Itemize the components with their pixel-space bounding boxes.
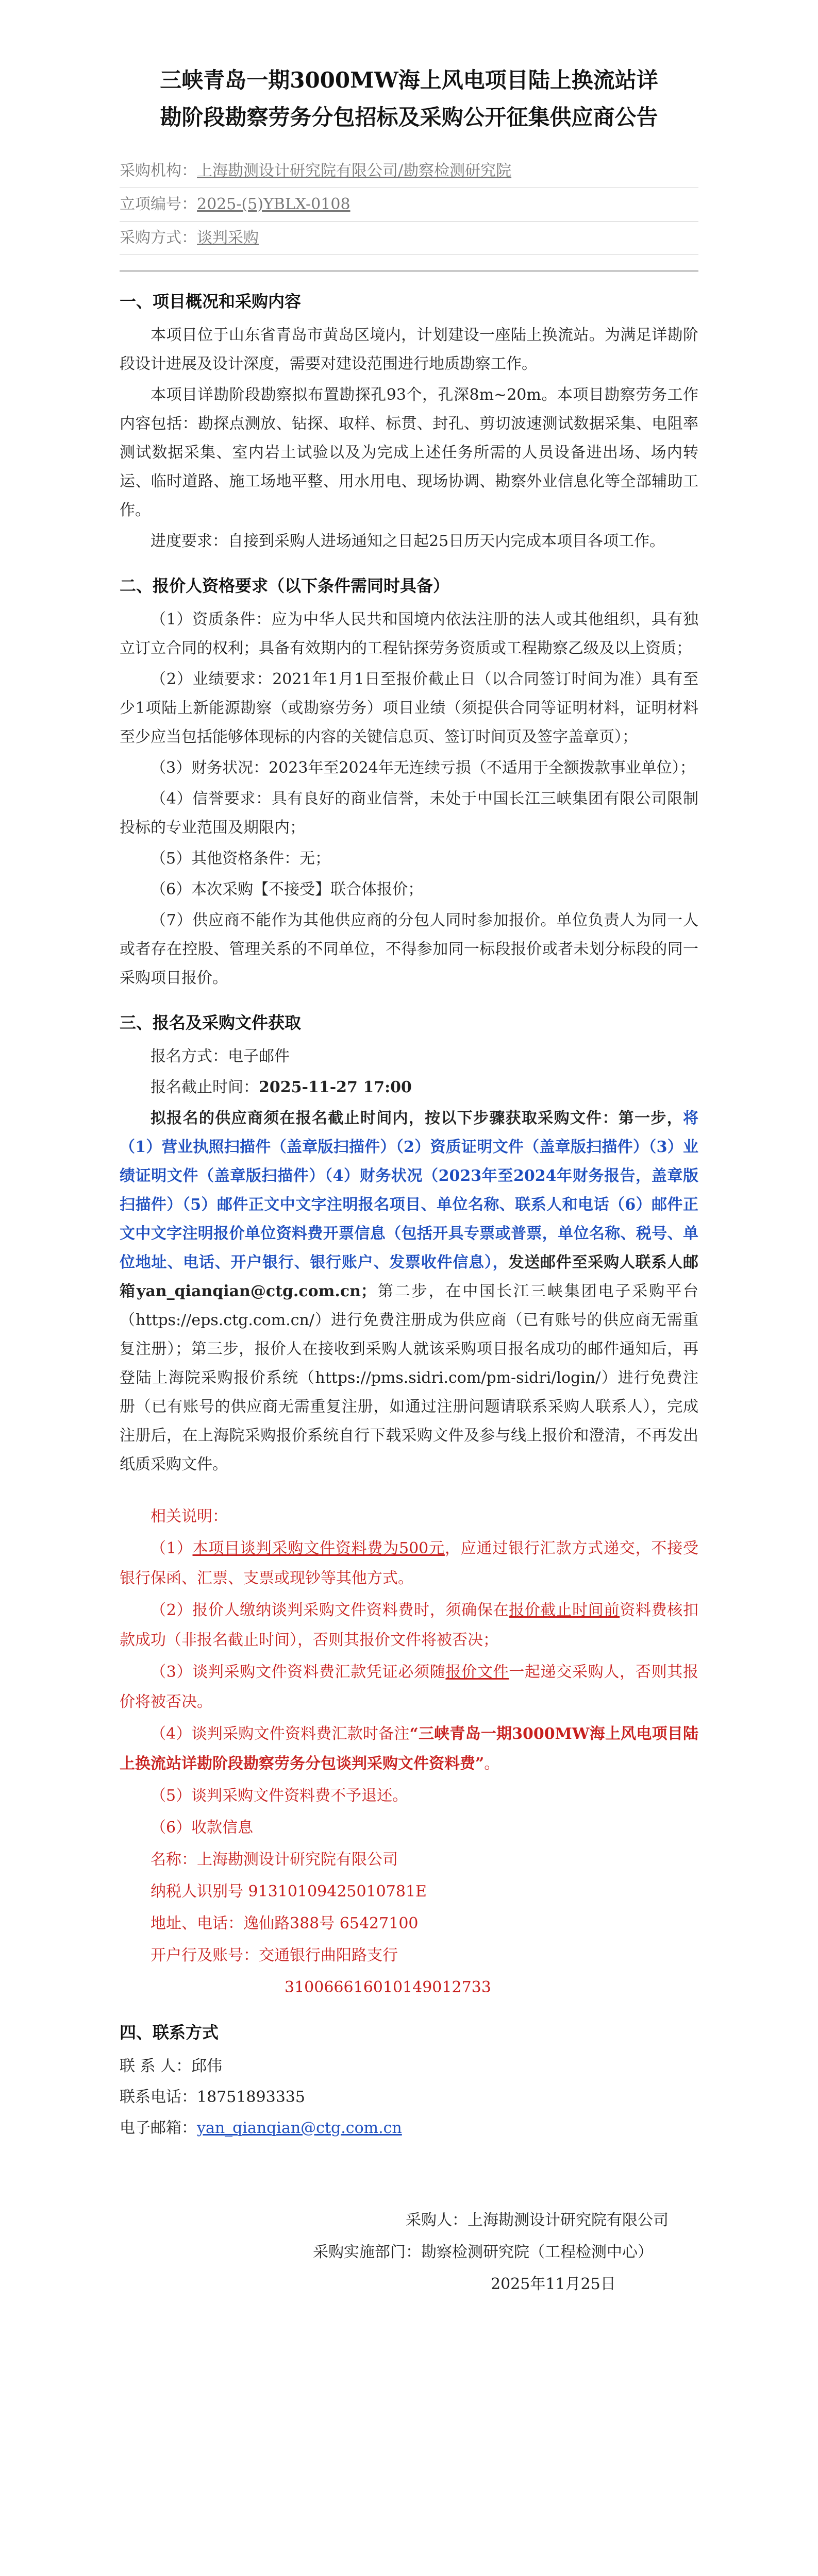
note-1: （1）本项目谈判采购文件资料费为500元，应通过银行汇款方式递交，不接受银行保函、汇票、支票或现钞等其他方式。 — [120, 1539, 698, 1587]
qualification-2: （2）业绩要求：2021年1月1日至报价截止日（以合同签订时间为准）具有至少1项陆上新能源勘察（或勘察劳务）项目业绩（须提供合同等证明材料，证明材料至少应当包括能够体现标的内容的关键信息页、签订时间页及签字盖章页）； — [120, 670, 698, 746]
step-1-documents: 将（1）营业执照扫描件（盖章版扫描件）（2）资质证明文件（盖章版扫描件）（3）业绩证明文件（盖章版扫描件）（4）财务状况（2023年至2024年财务报告，盖章版扫描件）（5）邮件正文中文字注明报名项目、单位名称、联系人和电话（6）邮件正文中文字注明报价单位资料费开票信息（包括开具专票或普票，单位名称、税号、单位地址、电话、开户银行、银行账户、发票收件信息）， — [120, 1109, 698, 1272]
section-1-paragraph-1: 本项目位于山东省青岛市黄岛区境内，计划建设一座陆上换流站。为满足详勘阶段设计进展及设计深度，需要对建设范围进行地质勘察工作。 — [120, 326, 698, 373]
registration-deadline-label: 报名截止时间： — [151, 1078, 259, 1096]
payee-bank: 开户行及账号：交通银行曲阳路支行 — [151, 1946, 398, 1964]
payee-account: 310066616010149012733 — [285, 1978, 491, 1996]
qualification-4: （4）信誉要求：具有良好的商业信誉，未处于中国长江三峡集团有限公司限制投标的专业范围及期限内； — [120, 790, 698, 837]
meta-method-value: 谈判采购 — [197, 229, 259, 247]
registration-method: 报名方式：电子邮件 — [151, 1047, 290, 1065]
contact-person: 联 系 人：邱伟 — [120, 2057, 223, 2075]
qualification-3: （3）财务状况：2023年至2024年无连续亏损（不适用于全额拨款事业单位）； — [151, 759, 695, 777]
section-3-heading: 三、报名及采购文件获取 — [120, 1013, 302, 1032]
divider — [120, 270, 698, 272]
qualification-5: （5）其他资格条件：无； — [151, 850, 331, 868]
signature-date: 2025年11月25日 — [491, 2275, 616, 2293]
meta-method — [120, 222, 698, 255]
note-4-remark: “三峡青岛一期3000MW海上风电项目陆上换流站详勘阶段勘察劳务分包谈判采购文件资料费” — [120, 1725, 698, 1773]
note-3: （3）谈判采购文件资料费汇款凭证必须随报价文件一起递交采购人，否则其报价将被否决。 — [120, 1663, 698, 1711]
contact-email: 电子邮箱：yan_qianqian@ctg.com.cn — [120, 2119, 402, 2137]
announcement-content — [120, 62, 698, 2300]
signature-block — [120, 2205, 698, 2300]
payee-address: 地址、电话：逸仙路388号 65427100 — [151, 1914, 419, 1933]
section-1-paragraph-3: 进度要求：自接到采购人进场通知之日起25日历天内完成本项目各项工作。 — [151, 532, 665, 550]
qualification-7: （7）供应商不能作为其他供应商的分包人同时参加报价。单位负责人为同一人或者存在控股、管理关系的不同单位，不得参加同一标段报价或者未划分标段的同一采购项目报价。 — [120, 911, 698, 987]
meta-block — [120, 155, 698, 255]
note-3-bid-docs: 报价文件 — [445, 1663, 509, 1681]
title-line-1: 三峡青岛一期3000MW海上风电项目陆上换流站详 — [160, 67, 658, 93]
signature-buyer: 采购人：上海勘测设计研究院有限公司 — [406, 2211, 669, 2229]
note-4: （4）谈判采购文件资料费汇款时备注“三峡青岛一期3000MW海上风电项目陆上换流站详勘阶段勘察劳务分包谈判采购文件资料费”。 — [120, 1725, 698, 1773]
contact-phone: 联系电话：18751893335 — [120, 2088, 305, 2106]
step-intro: 拟报名的供应商须在报名截止时间内，按以下步骤获取采购文件：第一步， — [151, 1109, 683, 1127]
registration-deadline-value: 2025-11-27 17:00 — [259, 1078, 412, 1096]
meta-org-label: 采购机构： — [120, 162, 197, 180]
meta-org — [120, 155, 698, 188]
meta-method-label: 采购方式： — [120, 229, 197, 247]
qualification-1: （1）资质条件：应为中华人民共和国境内依法注册的法人或其他组织，具有独立订立合同的权利；具备有效期内的工程钻探劳务资质或工程勘察乙级及以上资质； — [120, 611, 698, 657]
fee-notes — [120, 1502, 698, 2003]
title-line-2: 勘阶段勘察劳务分包招标及采购公开征集供应商公告 — [160, 105, 658, 130]
meta-project-no — [120, 188, 698, 222]
note-2-deadline: 报价截止时间前 — [509, 1601, 620, 1619]
section-4-heading: 四、联系方式 — [120, 2023, 219, 2042]
meta-org-value: 上海勘测设计研究院有限公司/勘察检测研究院 — [197, 162, 512, 180]
step-2-3: 第二步，在中国长江三峡集团电子采购平台（https://eps.ctg.com.cn/）进行免费注册成为供应商（已有账号的供应商无需重复注册）；第三步，报价人在接收到采购人就该采购项目报名成功的邮件通知后，再登陆上海院采购报价系统（https://pms.sidri.com/pm-sidri/login/）进行免费注册（已有账号的供应商无需重复注册，如通过注册问题请联系采购人联系人），完成注册后，在上海院采购报价系统自行下载采购文件及参与线上报价和澄清，不再发出纸质采购文件。 — [120, 1282, 699, 1473]
payee-tax-id: 纳税人识别号 91310109425010781E — [151, 1883, 427, 1901]
section-1-heading: 一、项目概况和采购内容 — [120, 292, 302, 311]
qualification-6: （6）本次采购【不接受】联合体报价； — [151, 880, 424, 899]
note-2: （2）报价人缴纳谈判采购文件资料费时，须确保在报价截止时间前资料费核扣款成功（非报名截止时间），否则其报价文件将被否决； — [120, 1601, 698, 1649]
meta-project-no-label: 立项编号： — [120, 195, 197, 213]
note-6: （6）收款信息 — [151, 1819, 254, 1837]
section-2-heading: 二、报价人资格要求（以下条件需同时具备） — [120, 576, 450, 596]
meta-project-no-value: 2025-(5)YBLX-0108 — [197, 195, 350, 213]
registration-deadline — [120, 1073, 698, 1102]
registration-steps — [120, 1104, 698, 1479]
note-1-fee: 本项目谈判采购文件资料费为500元 — [192, 1539, 445, 1557]
step-1-email: 发送邮件至采购人联系人邮箱yan_qianqian@ctg.com.cn； — [120, 1253, 699, 1300]
payee-name: 名称：上海勘测设计研究院有限公司 — [151, 1851, 398, 1869]
page-title — [120, 62, 698, 136]
contact-email-link[interactable]: yan_qianqian@ctg.com.cn — [197, 2119, 402, 2137]
signature-dept: 采购实施部门：勘察检测研究院（工程检测中心） — [313, 2243, 653, 2261]
section-1-paragraph-2: 本项目详勘阶段勘察拟布置勘探孔93个，孔深8m~20m。本项目勘察劳务工作内容包括：勘探点测放、钻探、取样、标贯、封孔、剪切波速测试数据采集、电阻率测试数据采集、室内岩土试验以及为完成上述任务所需的人员设备进出场、场内转运、临时道路、施工场地平整、用水用电、现场协调、勘察外业信息化等全部辅助工作。 — [120, 386, 698, 519]
notes-title: 相关说明： — [151, 1507, 228, 1526]
note-5: （5）谈判采购文件资料费不予退还。 — [151, 1787, 408, 1805]
